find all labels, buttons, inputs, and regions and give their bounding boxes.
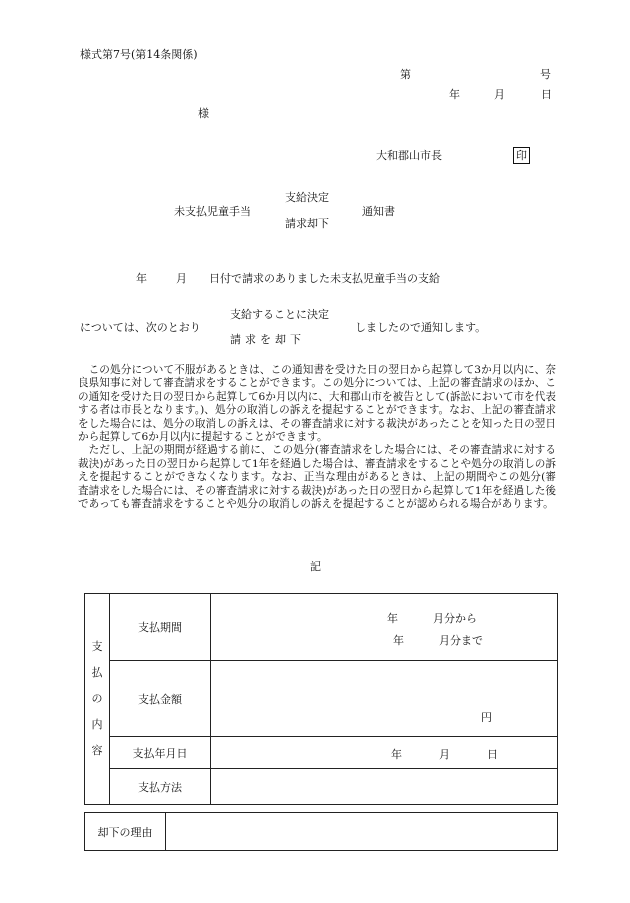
period-value[interactable]: 年 月分から 年 月分まで [211,594,558,661]
issue-date-month: 月 [494,88,505,101]
appeal-paragraph-1: この処分について不服があるときは、この通知書を受けた日の翌日から起算して3か月以内に、奈良県知事に対して審査請求をすることができます。この処分については、上記の審査請求のほか、この通知を受けた日の翌日から起算して6か月以内に、大和郡山市を被告として(訴訟において市を代表する者は市長となります。)、処分の取消しの訴えを提起することができます。なお、上記の審査請求をした場合には、処分の取消しの訴えは、その審査請求に対する裁決があったことを知った日の翌日から起算して6か月以内に提起することができます。 [78,364,556,444]
payment-method-label: 支払方法 [110,769,211,805]
rejection-reason-table [84,812,558,851]
addressee-suffix: 様 [198,107,209,120]
payment-method-value[interactable] [211,769,558,805]
request-month: 月 [176,272,187,285]
issue-date-year: 年 [449,88,460,101]
appeal-paragraph-2: ただし、上記の期間が経過する前に、この処分(審査請求をした場合には、その審査請求に対する裁決)があった日の翌日から起算して1年を経過した場合は、審査請求をすることや処分の取消しの訴えを提起することができなくなります。なお、正当な理由があるときは、上記の期間やこの処分(審査請求をした場合には、その審査請求に対する裁決)があった日の翌日から起算して1年を経過した後であっても審査請求をすることや処分の取消しの訴えを提起することが認められる場合があります。 [78,444,556,511]
request-year: 年 [136,272,147,285]
seal-mark: 印 [513,147,530,164]
amount-value[interactable]: 円 [211,661,558,737]
title-option-reject: 請求却下 [285,217,329,230]
form-number: 様式第7号(第14条関係) [80,48,198,61]
rejection-reason-value[interactable] [166,813,558,851]
payment-content-group-label: 支 払 の 内 容 [85,594,110,805]
ki-heading: 記 [310,560,321,573]
number-prefix: 第 [400,68,411,81]
decision-option-grant: 支給することに決定 [230,308,329,321]
issuer-name: 大和郡山市長 [376,149,442,162]
title-option-grant: 支給決定 [285,191,329,204]
title-notice: 通知書 [362,205,395,218]
number-suffix: 号 [540,68,551,81]
payment-details-table [84,593,558,805]
rejection-reason-label: 却下の理由 [85,813,166,851]
request-text: 日付で請求のありました未支払児童手当の支給 [209,272,440,285]
payment-date-value[interactable]: 年 月 日 [211,737,558,769]
title-subject: 未支払児童手当 [174,205,251,218]
period-label: 支払期間 [110,594,211,661]
decision-lead: については、次のとおり [80,321,201,334]
appeal-notice [78,364,556,511]
issue-date-day: 日 [541,88,552,101]
payment-date-label: 支払年月日 [110,737,211,769]
decision-option-reject: 請求を却下 [230,333,305,346]
decision-tail: しましたので通知します。 [355,321,487,334]
amount-label: 支払金額 [110,661,211,737]
